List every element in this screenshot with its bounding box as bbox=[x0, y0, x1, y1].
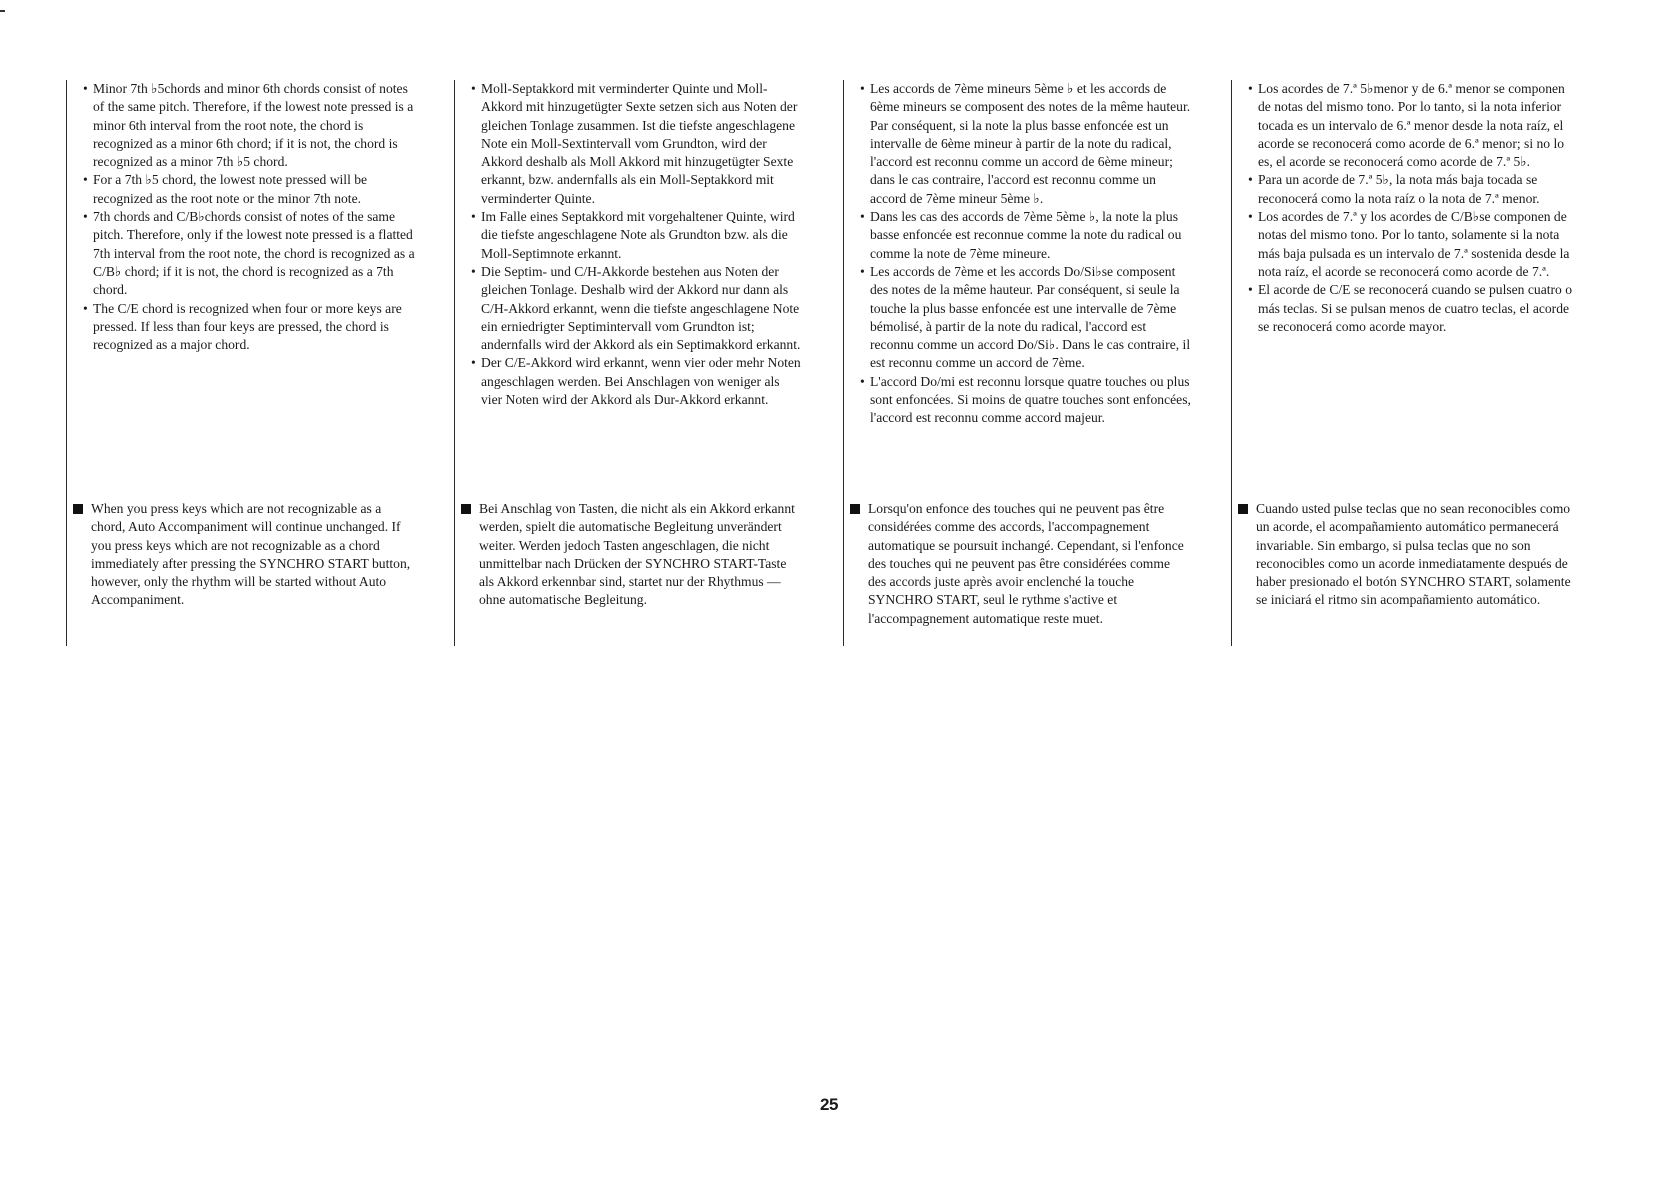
list-item: • For a 7th ♭5 chord, the lowest note pressed will be recognized as the root note or the minor 7th note. bbox=[83, 171, 416, 208]
bullet-list bbox=[1248, 80, 1581, 336]
list-item: • The C/E chord is recognized when four or more keys are pressed. If less than four keys are pressed, the chord is recognized as a major chord. bbox=[83, 300, 416, 355]
square-bullet-icon bbox=[850, 504, 860, 514]
column-spanish bbox=[1231, 80, 1581, 646]
list-item: • L'accord Do/mi est reconnu lorsque quatre touches ou plus sont enfoncées. Si moins de quatre touches sont enfoncées, l'accord est reconnu comme accord majeur. bbox=[860, 373, 1193, 428]
list-item: • Moll-Septakkord mit verminderter Quinte und Moll-Akkord mit hinzugetügter Sexte setzen sich aus Noten der gleichen Tonlage zusammen. Ist die tiefste angeschlagene Note ein Moll-Sextintervall vom Grundton, wird der Akkord deshalb als Moll Akkord mit hinzugetügter Sexte erkannt, bzw. andernfalls als ein Moll-Septakkord mit verminderter Quinte. bbox=[471, 80, 804, 208]
list-item: • Les accords de 7ème et les accords Do/Si♭se composent des notes de la même hauteur. Par conséquent, si seule la touche la plus basse enfoncée est une intervalle de 7ème bémolisé, à partir de la note du radical, l'accord est reconnu comme un accord Do/Si♭. Dans le cas contraire, il est reconnu comme un accord de 7ème. bbox=[860, 263, 1193, 373]
list-item: • Dans les cas des accords de 7ème 5ème ♭, la note la plus basse enfoncée est reconnue comme la note du radical ou comme la note de 7ème mineure. bbox=[860, 208, 1193, 263]
column-english bbox=[66, 80, 416, 646]
list-item: • Los acordes de 7.ª 5♭menor y de 6.ª menor se componen de notas del mismo tono. Por lo tanto, si la nota inferior tocada es un intervalo de 6.ª menor desde la nota raíz, el acorde se reconocerá como acorde de 6.ª menor; si no lo es, el acorde se reconocerá como acorde de 7.ª 5♭. bbox=[1248, 80, 1581, 171]
list-item: • El acorde de C/E se reconocerá cuando se pulsen cuatro o más teclas. Si se pulsan menos de cuatro teclas, el acorde se reconocerá como acorde mayor. bbox=[1248, 281, 1581, 336]
square-bullet-icon bbox=[461, 504, 471, 514]
square-bullet-icon bbox=[1238, 504, 1248, 514]
bullet-list bbox=[83, 80, 416, 354]
page-number: 25 bbox=[820, 1095, 838, 1114]
list-item: • Los acordes de 7.ª y los acordes de C/B♭se componen de notas del mismo tono. Por lo tanto, solamente si la nota más baja pulsada es un intervalo de 7.ª sostenida desde la nota raíz, el acorde se reconocerá como acorde de 7.ª. bbox=[1248, 208, 1581, 281]
note-paragraph bbox=[850, 500, 1188, 628]
list-item: • Der C/E-Akkord wird erkannt, wenn vier oder mehr Noten angeschlagen werden. Bei Anschlagen von weniger als vier Noten wird der Akkord als Dur-Akkord erkannt. bbox=[471, 354, 804, 409]
note-paragraph bbox=[461, 500, 799, 610]
note-text: Cuando usted pulse teclas que no sean reconocibles como un acorde, el acompañamiento automático permanecerá invariable. Sin embargo, si pulsa teclas que no son reconocibles como un acorde inmediatamente después de haber presionado el botón SYNCHRO START, solamente se iniciará el ritmo sin acompañamiento automático. bbox=[1256, 501, 1571, 608]
note-text: Bei Anschlag von Tasten, die nicht als ein Akkord erkannt werden, spielt die automatische Begleitung unverändert weiter. Werden jedoch Tasten angeschlagen, die nicht unmittelbar nach Drücken der SYNCHRO START-Taste als Akkord erkennbar sind, startet nur der Rhythmus — ohne automatische Begleitung. bbox=[479, 501, 795, 608]
note-paragraph bbox=[73, 500, 411, 610]
column-german bbox=[454, 80, 804, 646]
square-bullet-icon bbox=[73, 504, 83, 514]
bullet-list bbox=[471, 80, 804, 409]
list-item: • Les accords de 7ème mineurs 5ème ♭ et les accords de 6ème mineurs se composent des notes de la même hauteur. Par conséquent, si la note la plus basse enfoncée est un intervalle de 6ème mineur à partir de la note du radical, l'accord est reconnu comme un accord de 6ème mineur; dans le cas contraire, l'accord est reconnu comme un accord de 7ème mineur 5ème ♭. bbox=[860, 80, 1193, 208]
list-item: • Minor 7th ♭5chords and minor 6th chords consist of notes of the same pitch. Therefore, if the lowest note pressed is a minor 6th interval from the root note, the chord is recognized as a minor 6th chord; if it is not, the chord is recognized as a minor 7th ♭5 chord. bbox=[83, 80, 416, 171]
list-item: • Die Septim- und C/H-Akkorde bestehen aus Noten der gleichen Tonlage. Deshalb wird der Akkord nur dann als C/H-Akkord erkannt, wenn die tiefste angeschlagene Note ein erniedrigter Septimintervall vom Grundton ist; andernfalls wird der Akkord als ein Septimakkord erkannt. bbox=[471, 263, 804, 354]
note-text: Lorsqu'on enfonce des touches qui ne peuvent pas être considérées comme des accords, l'accompagnement automatique se poursuit inchangé. Cependant, si l'enfonce des touches qui ne peuvent pas être considérées comme des accords juste après avoir enclenché la touche SYNCHRO START, seul le rythme s'active et l'accompagnement automatique reste muet. bbox=[868, 501, 1184, 626]
list-item: • 7th chords and C/B♭chords consist of notes of the same pitch. Therefore, only if the lowest note pressed is a flatted 7th interval from the root note, the chord is recognized as a C/B♭ chord; if it is not, the chord is recognized as a 7th chord. bbox=[83, 208, 416, 299]
note-text: When you press keys which are not recognizable as a chord, Auto Accompaniment will continue unchanged. If you press keys which are not recognizable as a chord immediately after pressing the SYNCHRO START button, however, only the rhythm will be started without Auto Accompaniment. bbox=[91, 501, 411, 608]
list-item: • Im Falle eines Septakkord mit vorgehaltener Quinte, wird die tiefste angeschlagene Note als Grundton bzw. als die Moll-Septimnote erkannt. bbox=[471, 208, 804, 263]
list-item: • Para un acorde de 7.ª 5♭, la nota más baja tocada se reconocerá como la nota raíz o la nota de 7.ª menor. bbox=[1248, 171, 1581, 208]
bullet-list bbox=[860, 80, 1193, 428]
crop-mark bbox=[0, 10, 5, 12]
column-french bbox=[843, 80, 1193, 646]
note-paragraph bbox=[1238, 500, 1576, 610]
